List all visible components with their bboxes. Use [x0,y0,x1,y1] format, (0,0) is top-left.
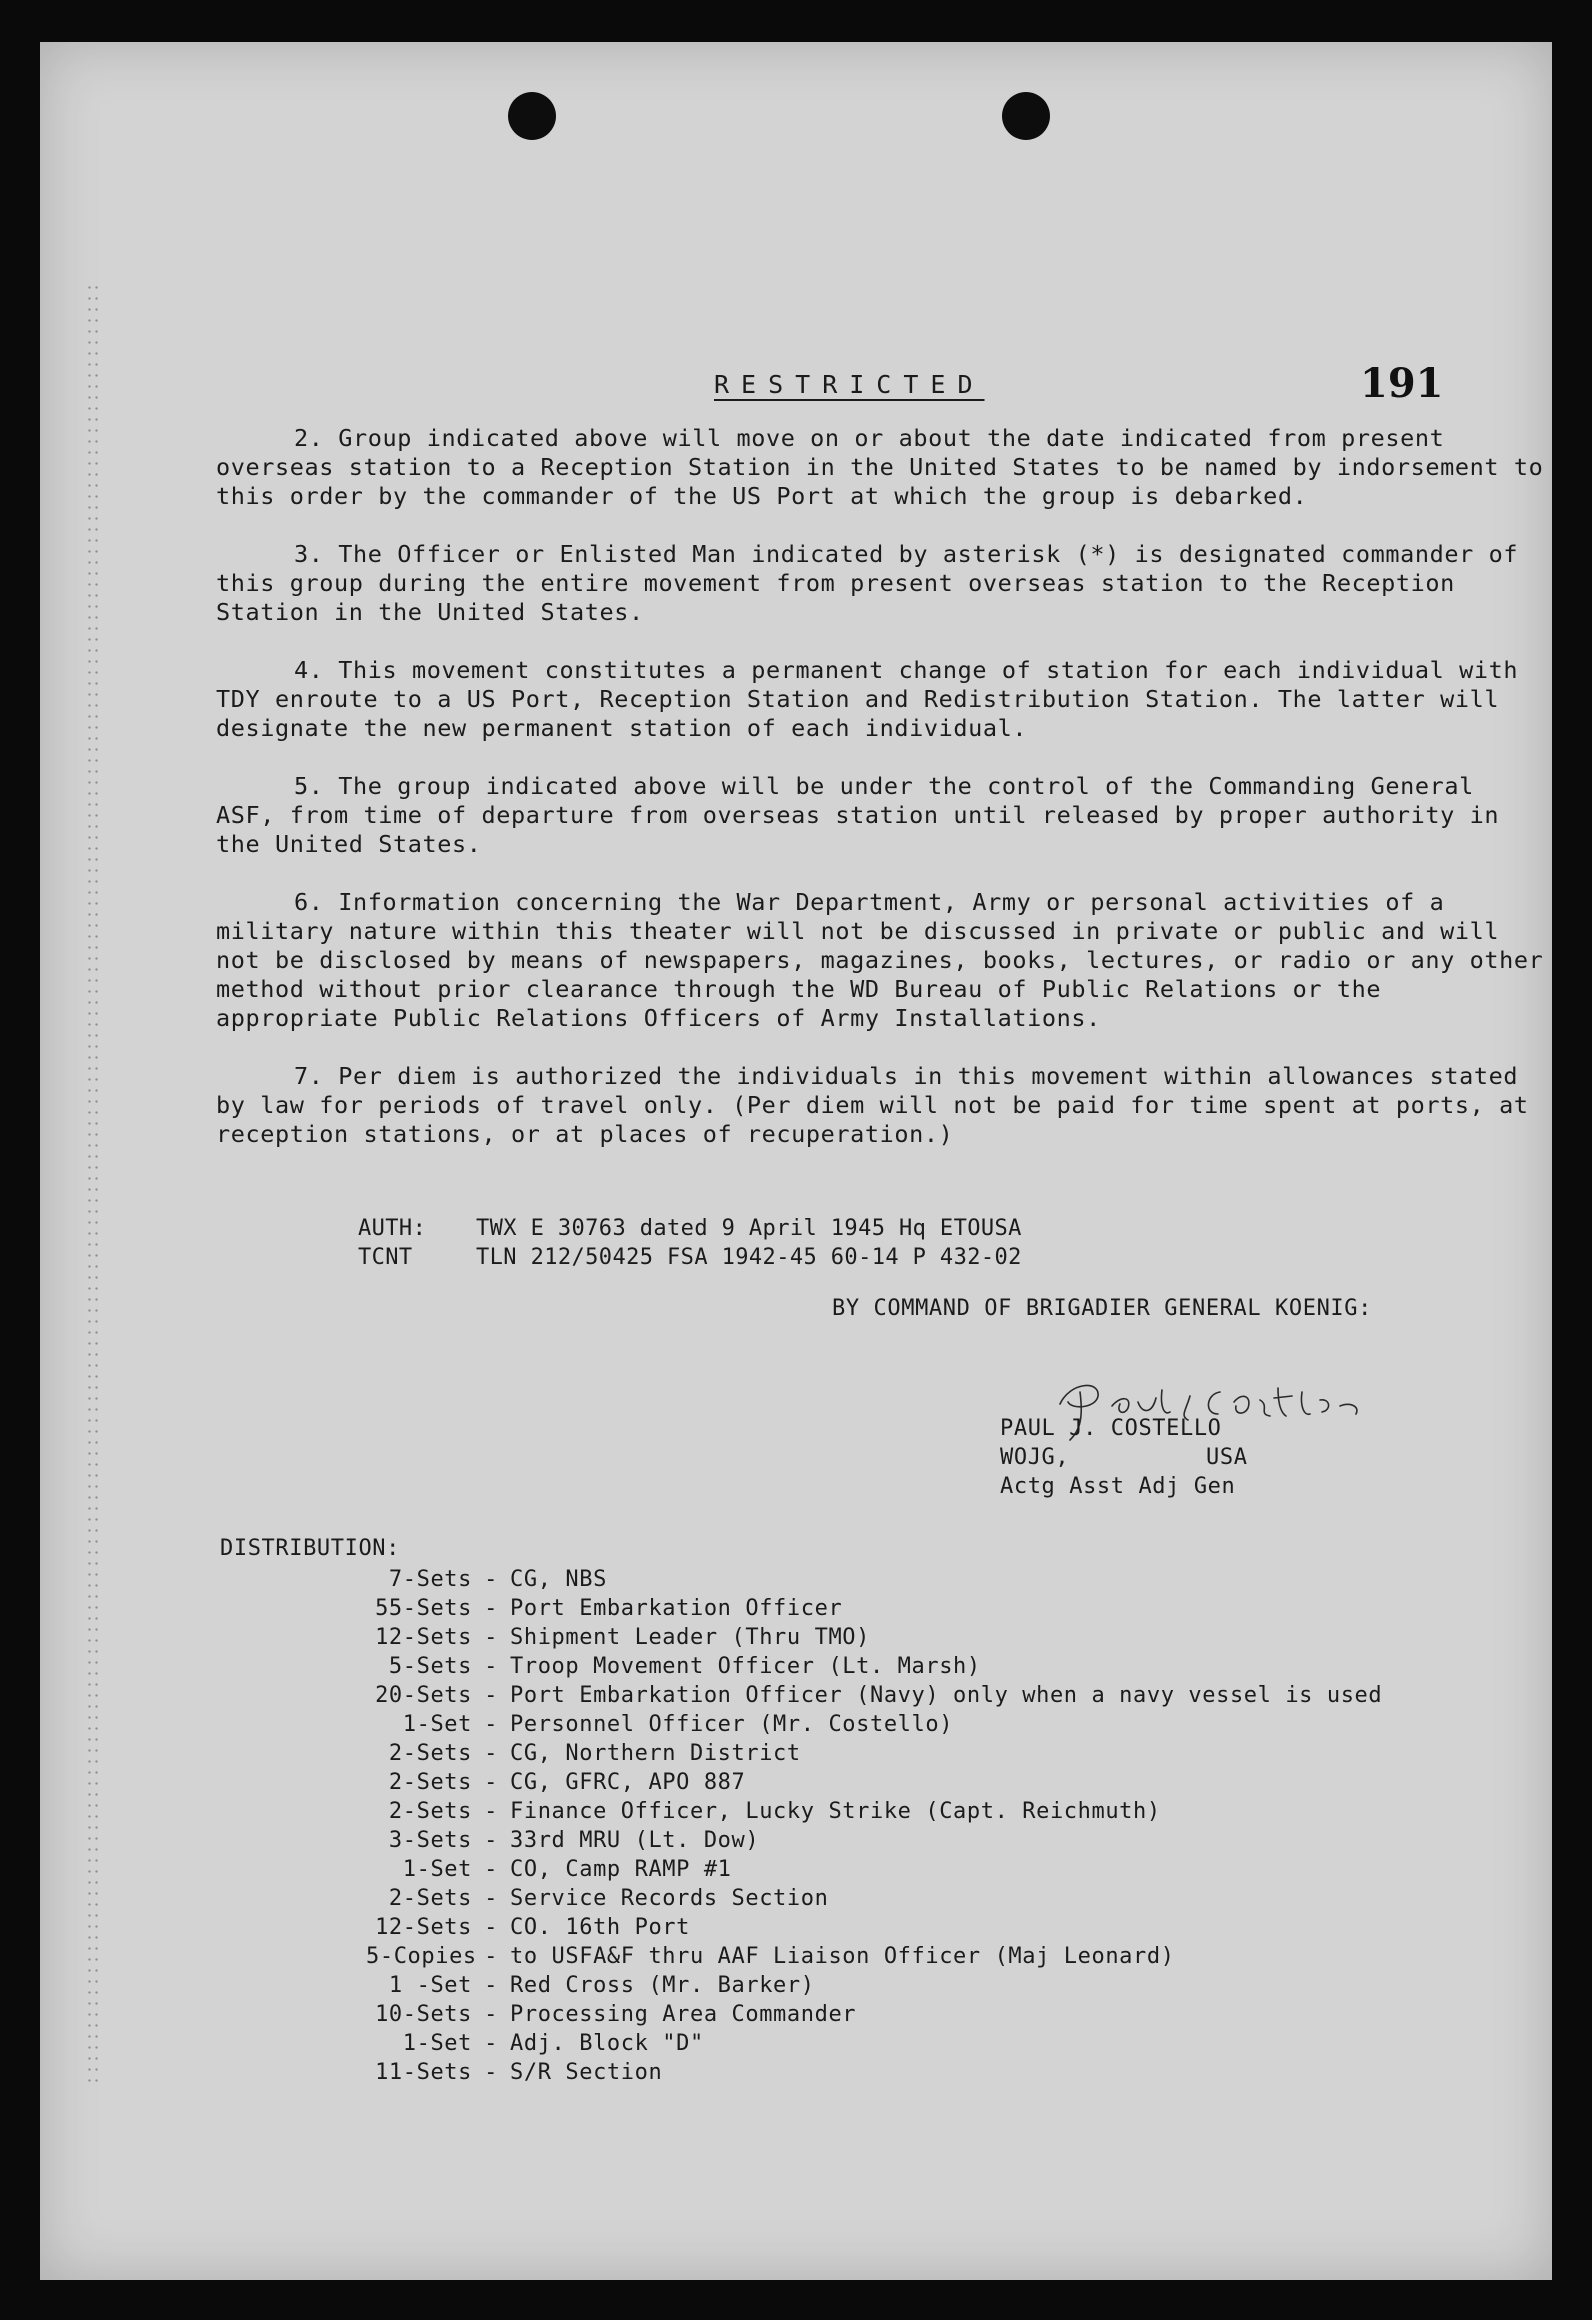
punch-hole-right [1002,92,1050,140]
dist-count: 7-Sets [388,1567,472,1592]
page-number: 191 [1360,360,1444,407]
list-item [366,1652,1382,1681]
classification-heading: RESTRICTED [714,370,985,399]
dist-count: 5-Sets [388,1654,472,1679]
dist-recipient: Port Embarkation Officer [510,1596,843,1621]
dist-count: 55-Sets [375,1596,472,1621]
dist-count: 5-Copies [366,1944,477,1969]
authority-block [358,1214,1022,1272]
paragraph-5: 5. The group indicated above will be under the control of the Commanding General ASF, from time of departure from overseas station until released by proper authority in the United States. [216,772,1500,858]
dist-recipient: Processing Area Commander [510,2002,857,2027]
margin-specks [86,282,100,2082]
dist-count: 11-Sets [375,2060,472,2085]
paragraph-3: 3. The Officer or Enlisted Man indicated by asterisk (*) is designated commander of this group during the entire movement from present overseas station to the Reception Station in the United States. [216,540,1519,626]
dist-recipient: CO. 16th Port [510,1915,690,1940]
document-page [40,42,1552,2280]
dist-separator: - [484,1741,498,1766]
dist-recipient: CG, NBS [510,1567,607,1592]
dist-count: 1 -Set [388,1973,472,1998]
list-item [366,1594,1382,1623]
dist-count: 2-Sets [388,1886,472,1911]
dist-count: 10-Sets [375,2002,472,2027]
distribution-section [220,1534,1382,2087]
dist-recipient: Troop Movement Officer (Lt. Marsh) [510,1654,981,1679]
dist-count: 12-Sets [375,1915,472,1940]
signature-block [1000,1414,1248,1501]
command-line: BY COMMAND OF BRIGADIER GENERAL KOENIG: [832,1296,1372,1321]
list-item [366,1710,1382,1739]
dist-recipient: Red Cross (Mr. Barker) [510,1973,815,1998]
paragraph-7: 7. Per diem is authorized the individuals in this movement within allowances stated by law for periods of travel only. (Per diem will not be paid for time spent at ports, at reception stations, or at places of recuperation.) [216,1062,1529,1148]
dist-recipient: CG, GFRC, APO 887 [510,1770,746,1795]
list-item [366,1942,1382,1971]
list-item [366,1565,1382,1594]
list-item [366,1855,1382,1884]
list-item [366,2029,1382,2058]
tcnt-label: TCNT [358,1245,413,1270]
list-item [366,1681,1382,1710]
dist-separator: - [484,1712,498,1737]
dist-separator: - [484,1828,498,1853]
dist-separator: - [484,2031,498,2056]
punch-hole-left [508,92,556,140]
distribution-list [366,1565,1382,2087]
distribution-title: DISTRIBUTION: [220,1536,400,1561]
dist-recipient: Shipment Leader (Thru TMO) [510,1625,870,1650]
dist-separator: - [484,1683,498,1708]
dist-recipient: Service Records Section [510,1886,829,1911]
list-item [366,1623,1382,1652]
list-item [366,1768,1382,1797]
dist-separator: - [484,1799,498,1824]
list-item [366,2000,1382,2029]
dist-count: 2-Sets [388,1741,472,1766]
list-item [366,1797,1382,1826]
dist-separator: - [484,2060,498,2085]
order-body [216,424,1546,1178]
dist-count: 12-Sets [375,1625,472,1650]
auth-row [358,1214,1022,1243]
dist-recipient: Port Embarkation Officer (Navy) only when a navy vessel is used [510,1683,1383,1708]
dist-recipient: Personnel Officer (Mr. Costello) [510,1712,954,1737]
list-item [366,2058,1382,2087]
dist-count: 3-Sets [388,1828,472,1853]
dist-separator: - [484,1770,498,1795]
dist-count: 20-Sets [375,1683,472,1708]
dist-recipient: CO, Camp RAMP #1 [510,1857,732,1882]
dist-separator: - [484,1886,498,1911]
dist-separator: - [484,1596,498,1621]
auth-value: TWX E 30763 dated 9 April 1945 Hq ETOUSA [476,1216,1022,1241]
dist-separator: - [484,2002,498,2027]
list-item [366,1971,1382,2000]
auth-label: AUTH: [358,1216,427,1241]
signer-rank: WOJG, [1000,1445,1070,1470]
signer-rank-row [1000,1443,1248,1472]
signer-title: Actg Asst Adj Gen [1000,1474,1236,1499]
dist-separator: - [484,1915,498,1940]
dist-count: 2-Sets [388,1770,472,1795]
dist-separator: - [484,1944,498,1969]
dist-separator: - [484,1567,498,1592]
paragraph-2: 2. Group indicated above will move on or about the date indicated from present overseas station to a Reception Station in the United States to be named by indorsement to this order by the commander of the US Port at which the group is debarked. [216,424,1544,510]
dist-separator: - [484,1857,498,1882]
dist-separator: - [484,1654,498,1679]
dist-recipient: Adj. Block "D" [510,2031,704,2056]
dist-recipient: Finance Officer, Lucky Strike (Capt. Reichmuth) [510,1799,1161,1824]
dist-separator: - [484,1973,498,1998]
tcnt-value: TLN 212/50425 FSA 1942-45 60-14 P 432-02 [476,1245,1022,1270]
signer-branch: USA [1206,1445,1248,1470]
dist-recipient: S/R Section [510,2060,663,2085]
dist-recipient: 33rd MRU (Lt. Dow) [510,1828,760,1853]
dist-count: 1-Set [402,1712,472,1737]
list-item [366,1826,1382,1855]
signer-name: PAUL J. COSTELLO [1000,1416,1222,1441]
dist-count: 2-Sets [388,1799,472,1824]
dist-recipient: to USFA&F thru AAF Liaison Officer (Maj Leonard) [510,1944,1175,1969]
list-item [366,1739,1382,1768]
dist-recipient: CG, Northern District [510,1741,801,1766]
paragraph-6: 6. Information concerning the War Department, Army or personal activities of a military nature within this theater will not be discussed in private or public and will not be disclosed by means of newspapers, magazines, books, lectures, or radio or any other method without prior clearance through the WD Bureau of Public Relations or the appropriate Public Relations Officers of Army Installations. [216,888,1544,1032]
list-item [366,1913,1382,1942]
dist-separator: - [484,1625,498,1650]
tcnt-row [358,1243,1022,1272]
dist-count: 1-Set [402,1857,472,1882]
list-item [366,1884,1382,1913]
header [40,362,1552,422]
dist-count: 1-Set [402,2031,472,2056]
paragraph-4: 4. This movement constitutes a permanent change of station for each individual with TDY enroute to a US Port, Reception Station and Redistribution Station. The latter will designate the new permanent station of each individual. [216,656,1519,742]
